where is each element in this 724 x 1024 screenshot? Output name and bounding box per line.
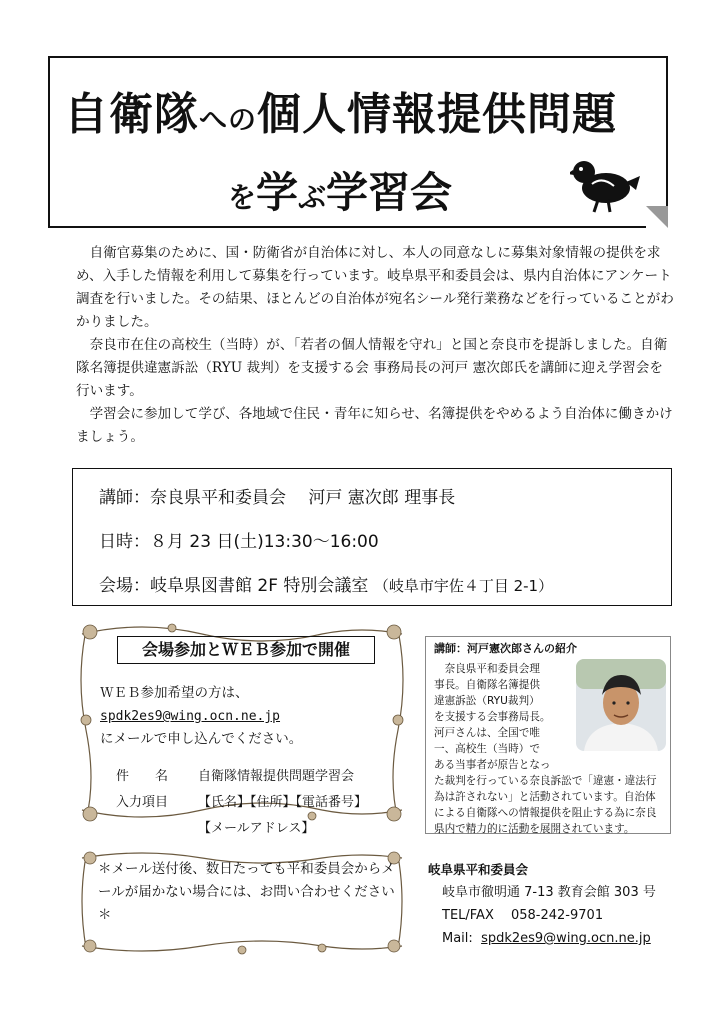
org-tel: TEL/FAX 058-242-9701 (442, 908, 604, 923)
org-email-link[interactable]: spdk2es9@wing.ocn.ne.jp (481, 931, 651, 946)
speaker-photo (576, 659, 666, 751)
title-text: 自衛隊 (64, 89, 199, 140)
venue-text: 会場：岐阜県図書館 2F 特別会議室 (99, 576, 369, 596)
profile-line: 事長。自衛隊名簿提供 (434, 679, 540, 691)
web-instructions (100, 682, 302, 751)
title-line-1 (64, 78, 664, 142)
mail-label: Mail: (442, 931, 473, 946)
title-text: 学 (256, 168, 299, 217)
venue-address: （岐阜市宇佐４丁目 2-1） (373, 577, 554, 595)
entry-fields (116, 764, 367, 842)
fields-value: 【氏名】【住所】【電話番号】 (198, 795, 368, 810)
title-text: への (199, 103, 258, 136)
org-address: 岐阜市徹明通 7-13 教育会館 303 号 (442, 885, 656, 900)
page-curl (646, 206, 668, 228)
profile-line: 一、高校生（当時）で (434, 743, 540, 755)
profile-line: を支援する会事務局長。 (434, 711, 551, 723)
title-text: を (228, 181, 257, 214)
organization-contact (428, 858, 656, 950)
profile-line: 河戸さんは、全国で唯 (434, 727, 540, 739)
speaker-profile (425, 636, 671, 834)
fields-value: 【メールアドレス】 (198, 821, 315, 836)
title-box (48, 56, 668, 228)
profile-heading: 講師：河戸憲次郎さんの紹介 (434, 642, 577, 655)
profile-line: 県内で精力的に活動を展開されています。 (434, 823, 635, 835)
title-text: 学習会 (326, 168, 453, 217)
participation-banner: 会場参加とＷＥＢ参加で開催 (117, 636, 375, 664)
subject-value: 自衛隊情報提供問題学習会 (198, 769, 355, 784)
subject-label: 件 名 (116, 769, 169, 784)
profile-line: 奈良県平和委員会理 (434, 663, 540, 675)
event-info-box (72, 468, 672, 606)
venue-line (99, 571, 553, 596)
profile-line: 違憲訴訟（RYU裁判） (434, 695, 540, 707)
speaker-line: 講師：奈良県平和委員会 河戸 憲次郎 理事長 (99, 488, 456, 508)
intro-paragraph: 学習会に参加して学び、各地域で住民・青年に知らせ、名簿提供をやめるよう自治体に働きかけましょう。 (76, 406, 673, 445)
profile-line: 為は許されない」と活動されています。自治体 (434, 791, 656, 803)
profile-line: による自衛隊への情報提供を阻止する為に奈良 (434, 807, 657, 819)
intro-paragraph: 奈良市在住の高校生（当時）が、「若者の個人情報を守れ」と国と奈良市を提訴しました。自衛隊名簿提供違憲訴訟（RYU 裁判）を支援する会 事務局長の河戸 憲次郎氏を講師に迎え学習会を行います。 (76, 337, 668, 399)
org-name: 岐阜県平和委員会 (428, 862, 529, 877)
title-text: 個人情報提供問題 (257, 89, 618, 140)
intro-text (76, 242, 676, 449)
web-line: ＷＥＢ参加希望の方は、 (100, 685, 249, 701)
notice-text: ＊メール送付後、数日たっても平和委員会からメールが届かない場合には、お問い合わせください ＊ (98, 861, 395, 923)
web-line: にメールで申し込んでください。 (100, 731, 303, 747)
title-line-2 (228, 160, 528, 220)
datetime-line: 日時：８月 23 日(土)13:30～16:00 (99, 532, 379, 552)
dove-icon (570, 154, 640, 216)
email-link[interactable]: spdk2es9@wing.ocn.ne.jp (100, 709, 281, 724)
profile-line: ある当事者が原告となっ (434, 759, 551, 771)
profile-line: た裁判を行っている奈良訴訟で「違憲・違法行 (434, 775, 657, 787)
intro-paragraph: 自衛官募集のために、国・防衛省が自治体に対し、本人の同意なしに募集対象情報の提供を求め、入手した情報を利用して募集を行っています。岐阜県平和委員会は、県内自治体にアンケート調査を行いました。その結果、ほとんどの自治体が宛名シール発行業務などを行っていることがわかりました。 (76, 245, 674, 330)
fields-label: 入力項目 (116, 795, 169, 810)
title-text: ぶ (298, 181, 327, 214)
